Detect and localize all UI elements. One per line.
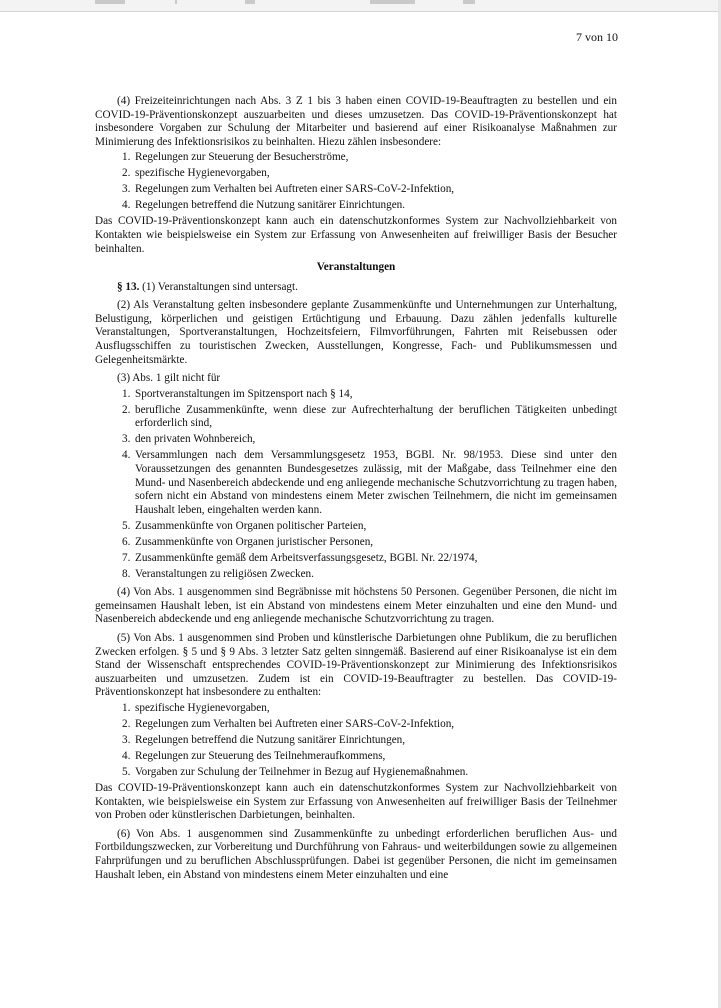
list-item: 4. Versammlungen nach dem Versammlungsgesetz 1953, BGBl. Nr. 98/1953. Diese sind unter den Voraussetzungen des genannten Bundesgesetzes zulässig, mit der Maßgabe, dass Teilnehmer eine den Mund- und Nasenbereich abdeckende und eng anliegende mechanische Schutzvorrichtung zu tragen haben, sofern nicht ein Abstand von mindestens einem Meter zwischen Teilnehmern, die nicht im gemeinsamen Haushalt leben, eingehalten werden kann. (122, 449, 617, 516)
toolbar-fragment (95, 0, 125, 4)
section-heading: Veranstaltungen (316, 261, 396, 274)
paragraph-13-1: § 13. (1) Veranstaltungen sind untersagt. (117, 280, 298, 293)
paragraph-12-4: (4) Freizeiteinrichtungen nach Abs. 3 Z 1 bis 3 haben einen COVID-19-Beauftragten zu bestellen und ein COVID-19-Präventionskonzept auszuarbeiten und dieses umzusetzen. Das COVID-19-Präventionskonzept hat insbesondere Vorgaben zur Schulung der Mitarbeiter und basierend auf einer Risikoanalyse Maßnahmen zur Minimierung des Infektionsrisikos zu beinhalten. Hiezu zählen insbesondere: (95, 95, 617, 148)
list-item: 5. Vorgaben zur Schulung der Teilnehmer in Bezug auf Hygienemaßnahmen. (122, 765, 469, 778)
list-item: 1. Sportveranstaltungen im Spitzensport nach § 14, (122, 387, 353, 400)
list-item: 2. berufliche Zusammenkünfte, wenn diese zur Aufrechterhaltung der beruflichen Tätigkeiten unbedingt erforderlich sind, (122, 403, 617, 430)
toolbar-fragment (463, 0, 475, 4)
list-item: 4. Regelungen betreffend die Nutzung sanitärer Einrichtungen. (122, 199, 406, 212)
list-item: 2. Regelungen zum Verhalten bei Auftreten einer SARS-CoV-2-Infektion, (122, 718, 455, 731)
paragraph-12-4-tail: Das COVID-19-Präventionskonzept kann auch ein datenschutzkonformes System zur Nachvollziehbarkeit von Kontakten wie beispielsweise ein System zur Erfassung von Anwesenheiten auf freiwilliger Basis der Besucher beinhalten. (95, 215, 617, 255)
toolbar-fragment (370, 0, 415, 4)
list-item: 3. den privaten Wohnbereich, (122, 433, 256, 446)
paragraph-13-4: (4) Von Abs. 1 ausgenommen sind Begräbnisse mit höchstens 50 Personen. Gegenüber Personen, die nicht im gemeinsamen Haushalt leben, ist ein Abstand von mindestens einem Meter einzuhalten und eine den Mund- und Nasenbereich abdeckende und eng anliegende mechanische Schutzvorrichtung zu tragen. (95, 586, 617, 626)
list-item: 3. Regelungen betreffend die Nutzung sanitärer Einrichtungen, (122, 734, 406, 747)
list-12-4 (95, 151, 617, 213)
list-item: 6. Zusammenkünfte von Organen juristischer Personen, (122, 535, 374, 548)
list-item: 1. Regelungen zur Steuerung der Besucherströme, (122, 151, 349, 164)
section-number: § 13. (117, 280, 140, 293)
paragraph-13-5: (5) Von Abs. 1 ausgenommen sind Proben und künstlerische Darbietungen ohne Publikum, die zu beruflichen Zwecken erfolgen. § 5 und § 9 Abs. 3 letzter Satz gelten sinngemäß. Basierend auf einer Risikoanalyse ist ein dem Stand der Wissenschaft entsprechendes COVID-19-Präventionskonzept zur Minimierung des Infektionsrisikos auszuarbeiten und umzusetzen. Zudem ist ein COVID-19-Beauftragter zu bestellen. Das COVID-19-Präventionskonzept hat insbesondere zu enthalten: (95, 632, 617, 699)
list-item: 5. Zusammenkünfte von Organen politischer Parteien, (122, 519, 367, 532)
toolbar-fragment (245, 0, 255, 4)
viewer-toolbar-strip (0, 0, 721, 12)
list-13-3 (95, 388, 617, 581)
list-item: 3. Regelungen zum Verhalten bei Auftreten einer SARS-CoV-2-Infektion, (122, 183, 455, 196)
list-item: 8. Veranstaltungen zu religiösen Zwecken. (122, 567, 314, 580)
paragraph-13-6: (6) Von Abs. 1 ausgenommen sind Zusammenkünfte zu unbedingt erforderlichen beruflichen Aus- und Fortbildungszwecken, zur Vorbereitung und Durchführung von Fahraus- und weiterbildungen sowie zu allgemeinen Fahrprüfungen und zu beruflichen Abschlussprüfungen. Dabei ist gegenüber Personen, die nicht im gemeinsamen Haushalt leben, ein Abstand von mindestens einem Meter einzuhalten und eine (95, 827, 617, 881)
paragraph-13-3: (3) Abs. 1 gilt nicht für (117, 372, 221, 385)
list-item: 4. Regelungen zur Steuerung des Teilnehmeraufkommens, (122, 750, 386, 762)
document-body (95, 95, 617, 882)
list-item: 1. spezifische Hygienevorgaben, (122, 702, 270, 715)
list-item: 7. Zusammenkünfte gemäß dem Arbeitsverfassungsgesetz, BGBl. Nr. 22/1974, (122, 551, 478, 564)
paragraph-13-2: (2) Als Veranstaltung gelten insbesondere geplante Zusammenkünfte und Unternehmungen zur Unterhaltung, Belustigung, körperlichen und geistigen Ertüchtigung und Erbauung. Dazu zählen jedenfalls kulturelle Veranstaltungen, Sportveranstaltungen, Hochzeitsfeiern, Filmvorführungen, Fahrten mit Reisebussen oder Ausflugsschiffen zu touristischen Zwecken, Ausstellungen, Kongresse, Fach- und Publikumsmessen und Gelegenheitsmärkte. (95, 299, 617, 366)
list-item: 2. spezifische Hygienevorgaben, (122, 167, 270, 180)
toolbar-fragment (175, 0, 177, 4)
list-13-5 (95, 702, 617, 780)
paragraph-13-5-tail: Das COVID-19-Präventionskonzept kann auch ein datenschutzkonformes System zur Nachvollziehbarkeit von Kontakten, wie beispielsweise ein System zur Erfassung von Anwesenheiten auf freiwilliger Basis der Teilnehmer von Proben oder künstlerischen Darbietungen, beinhalten. (95, 781, 617, 822)
page-number: 7 von 10 (576, 30, 618, 44)
